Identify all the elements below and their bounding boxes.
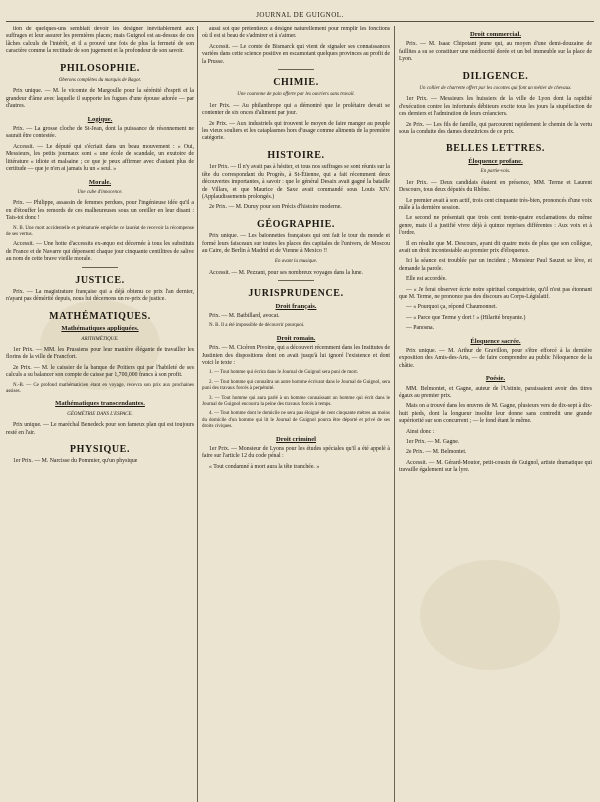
page-header: JOURNAL DE GUIGNOL. [256,11,344,19]
paragraph: — « Je ferai observer écrie notre spirituel compatriote, qu'il n'est pas étonnant que M. Terme, ne prononce pas des discours au Corps-Législatif. [399,286,592,300]
paragraph: 1er Prix. — M. Narcisse du Pommier, qu'un physique [13,458,138,465]
section-subtitle: Un collier de charrette offert par les cocottes qui font un métier de chevaux. [419,86,572,92]
subsection-heading: Droit criminel [276,435,316,443]
paragraph: 1er Prix. — Messieurs les huissiers de la ville de Lyon dont la rapidité d'exécution contre les infortunés débiteurs excite tous les jours la stupéfaction de ces derniers et l'admiration de leurs créanciers. [399,96,592,118]
note: N. B. Une mort accidentelle et prématurée empêche ce lauréat de recevoir la récompense de ses vertus. [6,225,194,237]
subsection-heading: Droit commercial. [469,31,522,38]
section-subtitle: GÉOMÉTRIE DANS L'ESPACE. [67,411,133,417]
paragraph: « Tout condamné à mort aura la tête tranchée. » [209,463,320,470]
paragraph: Prix unique. — Le maréchal Benedeck pour son fameux plan qui est toujours resté en l'air. [6,422,194,436]
separator [278,69,314,70]
paragraph: Prix. — La grosse cloche de St-Jean, dont la puissance de résonnement ne saurait être contestée. [6,126,194,140]
section-heading: JURISPRUDENCE. [248,288,344,300]
section-heading: PHILOSOPHIE. [60,62,140,74]
paragraph: 1er Prix. — MM. les Prussiens pour leur manière élégante de travailler les florins de la ville de Francfort. [6,347,194,361]
paragraph: — « Parce que Terme y dort ! » (Hilarité bruyante.) [406,314,526,321]
section-heading: CHIMIE. [273,77,319,89]
paragraph: Prix. — M. Batbillard, avocat. [209,312,280,319]
section-subtitle: Une couronne de pain offerte par les ouvriers sans travail. [237,92,355,98]
paragraph: Accessit. — M. Pezzani, pour ses nombreux voyages dans la lune. [209,269,363,276]
section-subtitle: Une cube d'innocence. [77,189,123,195]
section-heading: PHYSIQUE. [69,444,131,456]
section-heading: MATHÉMATIQUES. [49,310,151,322]
subsection-heading: Éloquence profane. [468,157,523,165]
paragraph: 2e Prix. — M. le caissier de la banque de Poitiers qui par l'habileté de ses calculs a su balancer son compte de caisse par 1,700,000 francs à son profit. [6,364,194,379]
section-heading: GÉOGRAPHIE. [257,218,335,230]
paragraph: Prix. — La magistrature française qui a déjà obtenu ce prix l'an dernier, n'ayant pas démérité depuis, nous lui décernons un re-prix de justice. [6,288,194,303]
paragraph: tion de quelques-uns semblait devoir les désigner inévitablement aux suffrages et leur assurer les premières places; mais Guignol est au-dessus de ces lâches calculs de l'intérêt, et il a prouvé une fois de plus la fermeté de son caractère comme la rectitude de son jugement et la profondeur de son savoir. [6,26,194,55]
paragraph: Accessit. — Le député qui s'écriait dans un beau mouvement : « Oui, Messieurs, les petits journaux sont « une école de scandale, un exutoire de littérature « idiote et malsaine ; ce que je peux affirmer avec d'autant plus de certitude — que je n'en ai jamais lu un « seul. » [6,143,194,173]
paragraph: 2e Prix. — Aux industriels qui trouvent le moyen de faire manger au peuple les vieux souliers et les cataplasmes hors d'usage comme aliments de la première catégorie. [202,120,390,142]
paragraph: Prix unique. — M. le vicomte de Margoulle pour la sérénité d'esprit et la grandeur d'âme avec laquelle il supporte les fugues d'une épouse adorée — par d'autres. [6,88,194,110]
section-subtitle: Oberons complètes du marquis de Bagot. [58,78,142,84]
paragraph: Prix unique. — M. Arthur de Gravillon, pour s'être efforcé à la dernière exposition des Amis-des-Arts, — de faire comprendre au public l'éloquence de la châtie. [399,348,592,369]
subsection-heading: Morale. [88,178,112,186]
paragraph: Le second ne présentait que trois cent trente-quatre exclamations du même genre, mais il a justifié vivre déjà à quinze reprises différentes : Aux voix et à l'ordre. [399,215,592,237]
note: N.-B. — Ce profond mathématicien étant en voyage, recevra son prix aux prochaines assises. [6,382,194,395]
paragraph: Il en résulte que M. Descours, ayant dit quatre mots de plus que son collègue, avait un droit incontestable au premier prix d'éloquence. [399,240,592,254]
section-heading: JUSTICE. [75,274,125,286]
paragraph: Prix unique. — Les baïonnettes françaises qui ont fait le tour du monde et formé leurs faisceaux sur toutes les places des capitales de l'univers, de Moscou au Caire, de Berlin à Madrid et de Vienne à Mexico !! [202,233,390,254]
note: 2. — Tout homme qui connaîtra un autre homme écrivant dans le Journal de Guignol, sera puni des travaux forcés à perpétuité. [202,379,390,392]
paragraph: Prix. — M. Isaac Chipotant jeune qui, au moyen d'une demi-douzaine de faillites a su se constituer une médiocrité dorée et un bel immeuble sur la place de Lyon. [399,41,592,63]
paragraph: 1er Prix. — Deux candidats étaient en présence, MM. Terme et Laurent Descours, tous deux députés du Rhône. [399,179,592,194]
subsection-heading: Mathématiques transcendantes. [55,400,145,408]
subsection-heading: Droit romain. [276,334,316,342]
paragraph: — « Pourquoi ça, répond Chaumonnet. [406,304,497,311]
note: 4. — Tout homme dont le domicile ne sera pas éloigné de cent cinquante mètres au moins du domicile d'un homme qui lit le Journal de Guignol pourra être déporté et privé de ses droits civiques. [202,411,390,430]
paragraph: 1er Prix. — Monsieur de Lyons pour les études spéciales qu'il a été appelé à faire sur l'article 12 du code pénal : [202,446,390,460]
column-2 [202,26,390,802]
paragraph: 2e Prix. — M. Belmontet. [406,449,467,456]
subsection-heading: Mathématiques appliquées. [61,325,139,333]
section-heading: BELLES LETTRES. [445,143,546,155]
header-rule [6,21,594,22]
paragraph: 2e Prix. — M. Duruy pour son Précis d'histoire moderne. [209,204,342,211]
paragraph: Le premier avait à son actif, trois cent cinquante très-bien, prononcés d'une voix mâle à la dernière session. [399,197,592,211]
paragraph: Accessit. — M. Gérard-Moutor, petit-cousin de Guignol, artiste dramatique qui travaille également sur la lyre. [399,459,592,474]
subsection-heading: Droit français. [275,302,317,310]
paragraph: Prix. — M. Cicéron Pivoine, qui a découvert récemment dans les Institutes de Justinien des dispositions dont on avait jusqu'à lui ignoré l'existence et dont voici le texte : [202,345,390,366]
note: 1. — Tout homme qui écrira dans le Journal de Guignol sera puni de mort. [209,370,358,376]
column-divider [394,26,395,802]
subsection-heading: Poésie. [485,375,506,383]
paragraph: — Panosna. [406,325,435,332]
subsection-heading: Logique. [87,115,113,123]
section-subtitle: En partie-vois. [480,169,511,175]
column-divider [197,26,198,802]
paragraph: Accessit. — Le comte de Bismarck qui vient de signaler ses connaissances variées dans cette science positive en escamotant quelques provinces au profit de la Prusse. [202,43,390,65]
separator [278,280,314,281]
paragraph: Accessit. — Une hotte d'accessits ex-æquo est décernée à tous les substituts de France et de Navarre qui dépensent chaque jour cinquante centilitres de salive au nom de cette brave vieille morale. [6,241,194,263]
note: 3. — Tout homme qui aura parlé à un homme connaissant un homme qui écrit dans le Journal de Guignol encourra la peine des travaux forcés à temps. [202,395,390,408]
separator [82,267,118,268]
paragraph: MM. Belmontet, et Gagne, auteur de l'Ustinie, paraissaient avoir des titres égaux au premier prix. [399,385,592,400]
paragraph: 1er Prix. — M. Gagne. [406,439,460,446]
paragraph: Mais on a trouvé dans les œuvres de M. Gagne, plusieurs vers de dix-sept à dix-huit pieds, dont la longueur insolite leur donne sans contredit une grande supériorité sur son concurrent ; — le fond étant le même. [399,403,592,425]
section-subtitle: ARITHMÉTIQUE. [81,336,119,342]
paragraph: aussi sot que prétentieux a désigné naturellement pour remplir les fonctions où il est si beau de s'admirer et à s'aimer. [202,26,390,40]
paragraph: Elle est accordée. [406,276,447,283]
section-heading: HISTOIRE. [267,149,325,161]
section-subtitle: En avant la musique. [274,259,318,265]
section-heading: DILIGENCE. [462,70,529,82]
column-1 [6,26,194,802]
paragraph: Ici la séance est troublée par un incident ; Monsieur Paul Sauzet se lève, et demande la parole. [399,258,592,272]
paragraph: 2e Prix. — Les fils de famille, qui parcourent rapidement le chemin de la vertu sous la conduite des dames donzitrices de ce prix. [399,121,592,136]
paragraph: Prix. — Philippe, assassin de femmes perdues, pour l'ingénieuse idée qu'il a eu d'étouffer les remords de ces malheureuses sous un oreiller en leur disant : Tais-toi donc ! [6,200,194,222]
paragraph: Ainsi donc : [406,428,435,435]
note: N. B. Il a été impossible de découvrir pourquoi. [209,323,305,329]
paragraph: 1er Prix. — Il n'y avait pas à hésiter, et tous nos suffrages se sont réunis sur la tête du correspondant du Progrès, à St-Étienne, qui a fait récemment deux découvertes importantes, à savoir : que le général Desaix avait gagné la bataille de Villars, et que Maurice de Saxe avait commandé sous Louis XIV. (Applaudissements prolongés.) [202,164,390,200]
subsection-heading: Éloquence sacrée. [470,337,521,345]
paragraph: 1er Prix. — Au philanthrope qui a démontré que le prolétaire devait se contenter de six onces d'aliment par jour. [202,102,390,117]
column-3 [399,26,592,802]
